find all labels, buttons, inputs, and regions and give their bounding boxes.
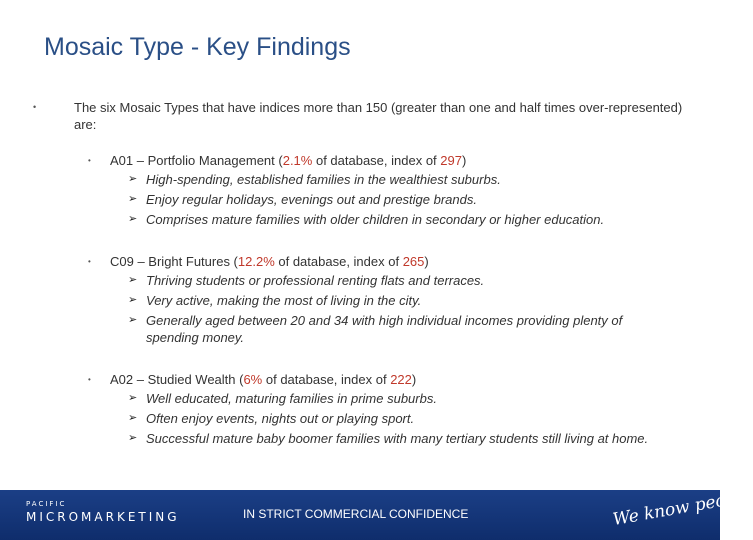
heading-text: ) (462, 153, 467, 168)
arrow-bullet-icon: ➢ (128, 213, 138, 225)
heading-text: of database, index of (312, 153, 441, 168)
sub-item-text: Successful mature baby boomer families with many tertiary students still living at home. (146, 431, 649, 446)
bullet-dot: • (33, 102, 37, 112)
footer-bar (0, 485, 753, 540)
sub-list-item (128, 272, 668, 289)
page-title: Mosaic Type - Key Findings (44, 33, 351, 61)
database-percent: 12.2% (237, 254, 275, 269)
sub-item-text: High-spending, established families in the wealthiest suburbs. (146, 172, 501, 187)
sub-list-item (128, 292, 668, 309)
sub-item-text: Generally aged between 20 and 34 with high individual incomes providing plenty of spending money. (146, 313, 623, 345)
index-value: 265 (402, 254, 425, 269)
heading-text: of database, index of (274, 254, 403, 269)
sub-list (128, 272, 668, 349)
sub-item-text: Thriving students or professional renting flats and terraces. (146, 273, 485, 288)
mosaic-type-heading (110, 252, 429, 272)
arrow-bullet-icon: ➢ (128, 294, 138, 306)
index-value: 222 (390, 372, 412, 387)
database-percent: 2.1% (282, 153, 313, 168)
sub-list-item (128, 390, 668, 407)
slogan-text: We know people (611, 485, 753, 531)
sub-list (128, 390, 668, 450)
mosaic-type-heading (110, 370, 416, 390)
bullet-dot: • (88, 257, 91, 266)
logo-subtext: PACIFIC (26, 500, 67, 508)
bullet-dot: • (88, 156, 91, 165)
sub-item-text: Often enjoy events, nights out or playing sport. (146, 411, 415, 426)
intro-text: The six Mosaic Types that have indices more than 150 (greater than one and half times over-represented) are: (74, 100, 683, 132)
arrow-bullet-icon: ➢ (128, 314, 138, 326)
arrow-bullet-icon: ➢ (128, 274, 138, 286)
sub-list-item (128, 430, 668, 447)
sub-list-item (128, 191, 668, 208)
sub-list-item (128, 312, 668, 346)
arrow-bullet-icon: ➢ (128, 432, 138, 444)
sub-list-item (128, 410, 668, 427)
arrow-bullet-icon: ➢ (128, 392, 138, 404)
confidentiality-notice: IN STRICT COMMERCIAL CONFIDENCE (243, 507, 469, 521)
heading-text: ) (411, 372, 417, 387)
logo-wordmark: MICROMARKETING (26, 510, 180, 524)
index-value: 297 (440, 153, 462, 168)
bullet-dot: • (88, 375, 91, 384)
sub-list-item (128, 211, 668, 228)
heading-text: ) (424, 254, 429, 269)
mosaic-type-name: A01 – Portfolio Management ( (110, 153, 283, 168)
mosaic-type-heading (110, 151, 466, 171)
sub-item-text: Well educated, maturing families in prime suburbs. (146, 391, 437, 406)
arrow-bullet-icon: ➢ (128, 193, 138, 205)
sub-list-item (128, 171, 668, 188)
sub-list (128, 171, 668, 231)
sub-item-text: Comprises mature families with older children in secondary or higher education. (146, 212, 605, 227)
sub-item-text: Enjoy regular holidays, evenings out and prestige brands. (146, 192, 477, 207)
mosaic-type-name: C09 – Bright Futures ( (110, 254, 238, 269)
database-percent: 6% (243, 372, 263, 387)
company-logo (26, 500, 180, 524)
arrow-bullet-icon: ➢ (128, 412, 138, 424)
mosaic-type-name: A02 – Studied Wealth ( (110, 372, 244, 387)
heading-text: of database, index of (262, 372, 391, 387)
arrow-bullet-icon: ➢ (128, 173, 138, 185)
sub-item-text: Very active, making the most of living in the city. (146, 293, 422, 308)
